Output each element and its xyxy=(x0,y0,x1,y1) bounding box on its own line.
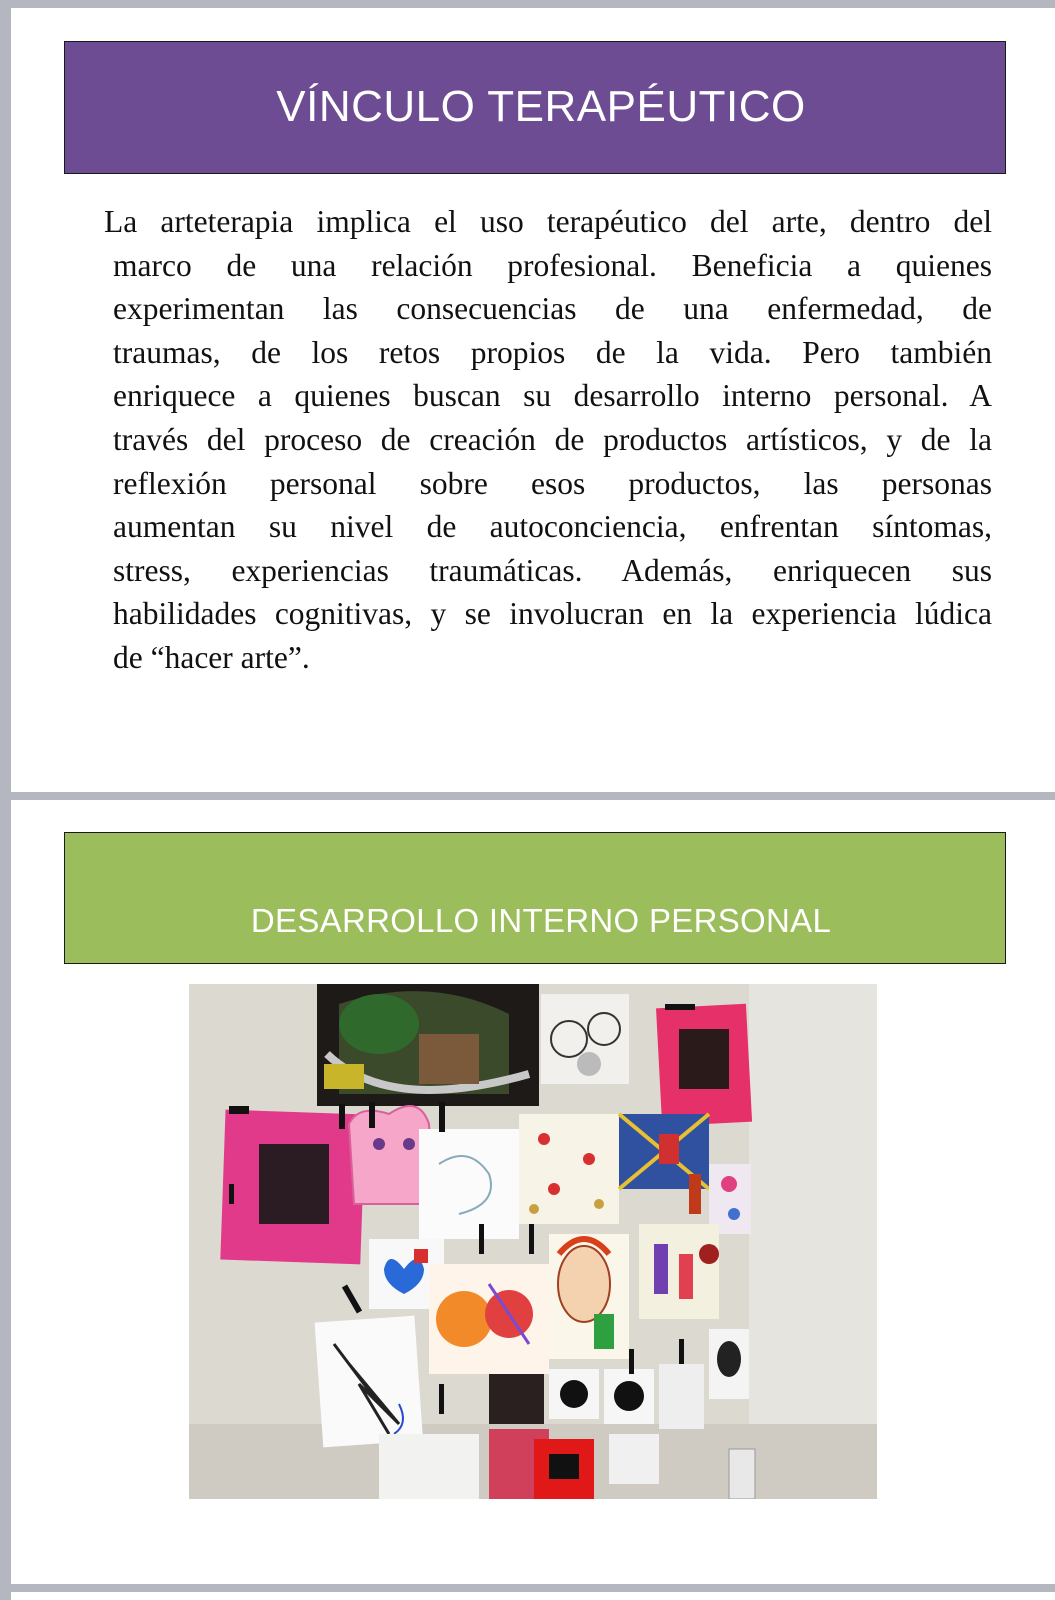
page-border-top xyxy=(0,0,1055,8)
section-1-title: VÍNCULO TERAPÉUTICO xyxy=(276,82,806,131)
paragraph-line: La arteterapia implica el uso terapéutico del arte, dentro del xyxy=(104,204,992,239)
paragraph-line: enriquece a quienes buscan su desarrollo interno personal. A xyxy=(113,378,992,414)
artwork-sketch-faces xyxy=(541,994,629,1084)
artwork-family-drawing xyxy=(639,1224,719,1319)
section-2-banner xyxy=(64,832,1006,964)
section-1-banner xyxy=(64,41,1006,174)
paragraph-line: experimentan las consecuencias de una enfermedad, de xyxy=(113,291,992,327)
artwork-flower-pattern xyxy=(519,1114,619,1224)
paragraph-line: habilidades cognitivas, y se involucran en la experiencia lúdica xyxy=(113,596,992,632)
paragraph-line: marco de una relación profesional. Beneficia a quienes xyxy=(113,247,992,283)
artwork-pink-print-right xyxy=(656,1004,752,1127)
artwork-dark-painting xyxy=(317,984,539,1106)
artwork-face-portrait xyxy=(549,1234,629,1359)
paragraph-line: stress, experiencias traumáticas. Además, enriquecen sus xyxy=(113,552,992,588)
paragraph-line: aumentan su nivel de autoconciencia, enfrentan síntomas, xyxy=(113,509,992,545)
page-border-left xyxy=(0,0,11,1600)
artwork-white-doodle xyxy=(419,1129,519,1239)
artwork-wall-illustration xyxy=(189,984,877,1499)
section-2-title: DESARROLLO INTERNO PERSONAL xyxy=(250,902,832,939)
artwork-pink-print-left xyxy=(220,1106,365,1264)
artwork-small-colorful xyxy=(709,1164,751,1234)
wall-corner xyxy=(749,984,877,1499)
paragraph-line: traumas, de los retos propios de la vida. Pero también xyxy=(113,334,992,370)
page-border-bottom xyxy=(0,1584,1055,1592)
artwork-scribble-drawing xyxy=(315,1316,423,1448)
artwork-wall-photo xyxy=(189,984,877,1499)
paragraph-line: reflexión personal sobre esos productos, las personas xyxy=(113,465,992,501)
paragraph-line: través del proceso de creación de productos artísticos, y de la xyxy=(113,421,992,457)
artwork-sun-drawing xyxy=(429,1264,549,1374)
section-divider xyxy=(0,792,1055,800)
paragraph-line: de “hacer arte”. xyxy=(113,639,310,675)
section-1-paragraph xyxy=(104,200,992,680)
